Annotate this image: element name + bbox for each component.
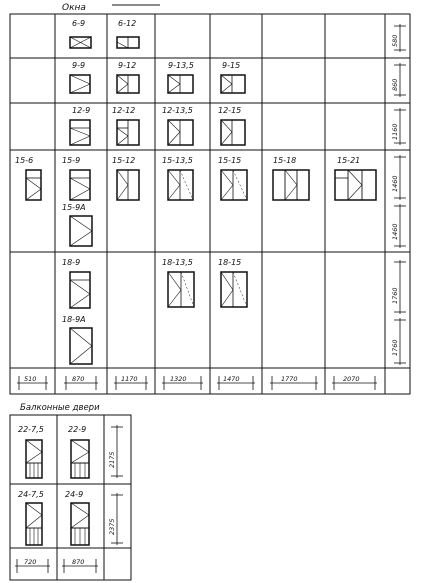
window-label: 18-9А [62,315,86,324]
window-label: 15-15 [218,156,242,165]
window-label: 18-13,5 [162,258,193,267]
window-label: 15-13,5 [162,156,193,165]
window-label: 15-12 [112,156,136,165]
width-label: 1320 [170,375,187,383]
door-24-9 [65,490,89,545]
window-15-21 [335,156,376,200]
height-label: 1460 [391,175,399,192]
height-label: 1760 [391,339,399,356]
window-label: 6-12 [118,19,137,28]
window-6-9 [70,19,91,48]
width-label: 870 [72,375,85,383]
height-label: 580 [391,34,399,47]
window-label: 18-15 [218,258,242,267]
window-9-13,5 [168,61,194,93]
window-9-9 [70,61,90,93]
window-label: 15-21 [337,156,361,165]
door-label: 24-7,5 [18,490,44,499]
height-label: 1460 [391,223,399,240]
height-labels [391,35,399,356]
window-15-15 [218,156,247,200]
windows-title: Окна [62,3,86,13]
height-label: 2375 [108,518,116,535]
height-label: 860 [391,78,399,91]
window-label: 9-13,5 [168,61,194,70]
window-label: 15-18 [273,156,297,165]
width-labels [24,375,360,383]
window-6-12 [117,19,139,48]
window-9-15 [221,61,245,93]
width-label: 1470 [223,375,240,383]
width-label: 720 [24,558,37,566]
door-22-7,5 [18,425,44,478]
height-label: 1160 [391,123,399,140]
window-12-9 [70,106,90,145]
window-15-6 [15,156,41,200]
door-24-7,5 [18,490,44,545]
window-18-9 [62,258,90,308]
door-label: 22-9 [68,425,87,434]
window-15-9 [62,156,90,200]
window-label: 12-13,5 [162,106,193,115]
width-label: 510 [24,375,37,383]
window-label: 18-9 [62,258,81,267]
window-12-13,5 [162,106,193,145]
width-dimensions [17,376,377,390]
door-22-9 [68,425,89,478]
width-label: 1170 [121,375,138,383]
window-15-9a [62,203,92,246]
door-label: 22-7,5 [18,425,44,434]
window-15-18 [273,156,309,200]
window-label: 12-12 [112,106,136,115]
width-label: 870 [72,558,85,566]
height-label: 1760 [391,287,399,304]
height-label: 2175 [108,451,116,468]
window-label: 12-9 [72,106,91,115]
window-18-15 [218,258,247,307]
window-label: 15-9А [62,203,86,212]
window-label: 9-9 [72,61,86,70]
window-label: 6-9 [72,19,86,28]
window-15-12 [112,156,139,200]
window-12-15 [218,106,245,145]
window-label: 9-12 [118,61,137,70]
window-label: 15-9 [62,156,81,165]
window-15-13,5 [162,156,193,200]
window-12-12 [112,106,139,145]
width-label: 1770 [281,375,298,383]
door-label: 24-9 [65,490,84,499]
height-dimensions [394,24,406,365]
window-label: 15-6 [15,156,34,165]
balcony-title: Балконные двери [20,403,100,413]
window-9-12 [117,61,139,93]
width-label: 2070 [343,375,360,383]
window-18-9a [62,315,92,364]
window-label: 9-15 [222,61,241,70]
window-18-13,5 [162,258,194,307]
window-label: 12-15 [218,106,242,115]
